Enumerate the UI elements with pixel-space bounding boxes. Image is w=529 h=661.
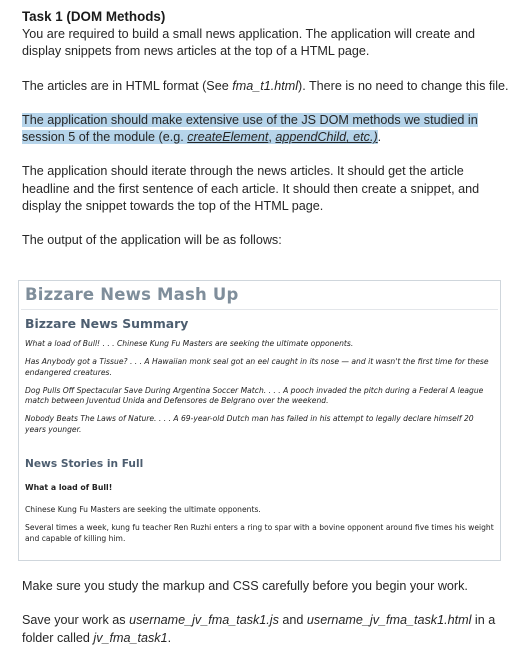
task-instructions (22, 8, 512, 250)
method-appendchild: appendChild (275, 130, 347, 145)
folder-name: jv_fma_task1 (93, 630, 168, 645)
snippet-list (25, 339, 495, 443)
articles-paragraph: The articles are in HTML format (See fma_t1.html). There is no need to change this file. (22, 78, 509, 93)
task-title: Task 1 (DOM Methods) (22, 9, 166, 24)
output-intro: The output of the application will be as follows: (22, 233, 282, 248)
full-stories-heading: News Stories in Full (25, 458, 144, 470)
snippet-item: Nobody Beats The Laws of Nature. . . . A 69-year-old Dutch man has failed in his attempt to legally declare himself 20 years younger. (25, 414, 474, 435)
snippet-item: Has Anybody got a Tissue? . . . A Hawaiian monk seal got an eel caught in its nose — and it wasn't the first time for these endangered creatures. (25, 357, 489, 377)
closing-instructions (22, 578, 512, 647)
html-filename: username_jv_fma_task1.html (306, 613, 472, 628)
iterate-paragraph: The application should iterate through the news articles. It should get the article headline and the first sentence of each article. It should then create a snippet, and display the snippet towards the top of the HTML page. (22, 164, 480, 214)
output-preview (18, 280, 501, 561)
save-paragraph: Save your work as username_jv_fma_task1.js and username_jv_fma_task1.html in a folder called jv_fma_task1. (22, 613, 496, 645)
story-paragraph: Chinese Kung Fu Masters are seeking the ultimate opponents. (25, 505, 261, 514)
filename-text: fma_t1.html (232, 78, 298, 93)
snippet-item: Dog Pulls Off Spectacular Save During Argentina Soccer Match. . . . A pooch invaded the pitch during a Federal A league match between Juventud Unida and Defensores de Belgrano over the weekend. (25, 385, 484, 406)
intro-paragraph: You are required to build a small news application. The application will create and display snippets from news articles at the top of a HTML page. (22, 27, 475, 59)
summary-heading: Bizzare News Summary (25, 316, 189, 331)
highlight-text: The application should make extensive use of the JS DOM methods we studied in session 5 of the module (e.g. createElement, appendChild, etc.) (22, 112, 478, 145)
story-paragraph: Several times a week, kung fu teacher Ren Ruzhi enters a ring to spar with a bovine opponent around five times his weight and capable of killing him. (25, 523, 494, 543)
story-title: What a load of Bull! (25, 483, 113, 492)
preview-divider (21, 309, 498, 310)
method-createelement: createElement (187, 130, 269, 145)
highlighted-paragraph: The application should make extensive use of the JS DOM methods we studied in session 5 of the module (e.g. createElement, appendChild, etc.). (22, 112, 478, 145)
snippet-item: What a load of Bull! . . . Chinese Kung Fu Masters are seeking the ultimate opponents. (25, 339, 354, 348)
preview-page-title: Bizzare News Mash Up (25, 285, 239, 304)
study-paragraph: Make sure you study the markup and CSS carefully before you begin your work. (22, 579, 468, 593)
js-filename: username_jv_fma_task1.js (129, 613, 279, 628)
